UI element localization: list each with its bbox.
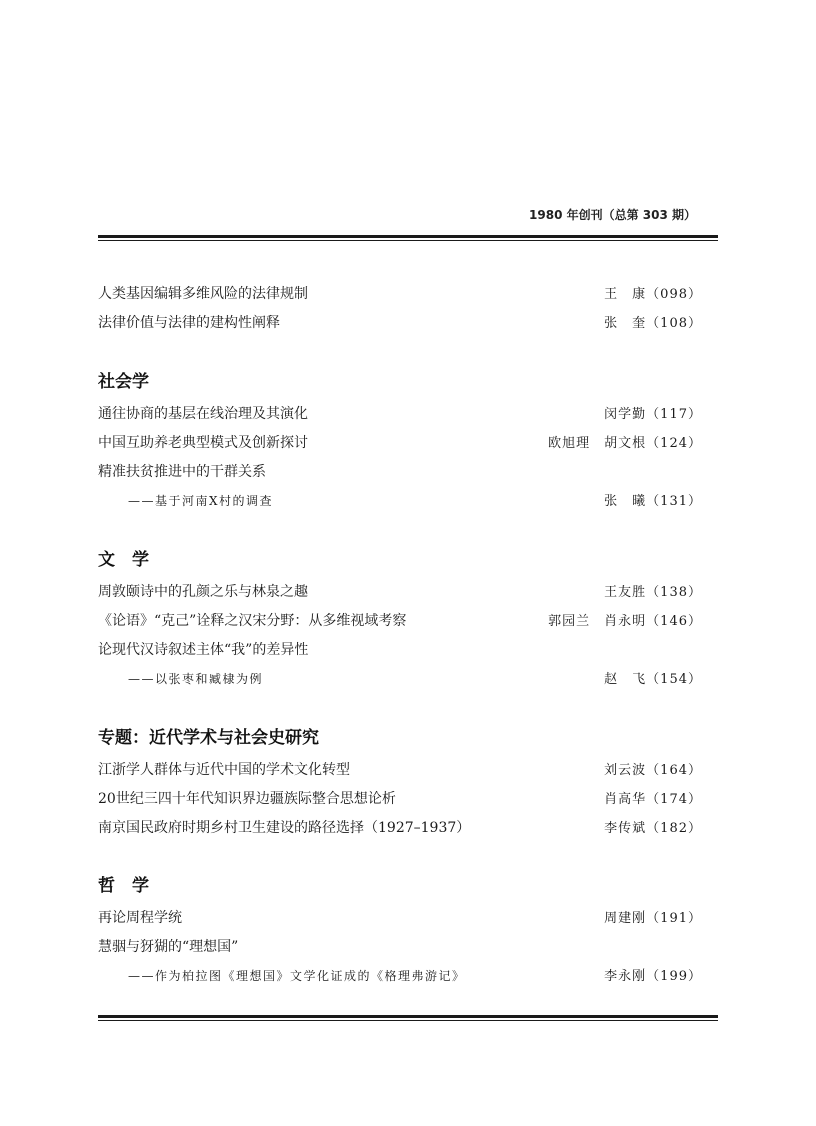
toc-entry: [98, 578, 702, 607]
article-title: 论现代汉诗叙述主体“我”的差异性: [98, 642, 309, 658]
author-page: 闵学勤（117）: [604, 407, 702, 422]
toc-entry: [98, 636, 702, 665]
toc-entry: [98, 400, 702, 429]
article-title: 南京国民政府时期乡村卫生建设的路径选择（1927–1937）: [98, 820, 471, 836]
author-page: 肖高华（174）: [604, 792, 702, 807]
bottom-rule: [98, 1015, 718, 1021]
toc-section: [98, 874, 702, 991]
author-page: 郭园兰 肖永明（146）: [548, 614, 702, 629]
toc-entry: [98, 458, 702, 487]
author-page: 张 奎（108）: [604, 316, 702, 331]
author-page: 张 曦（131）: [604, 494, 702, 509]
article-title: 江浙学人群体与近代中国的学术文化转型: [98, 762, 350, 778]
article-title: 周敦颐诗中的孔颜之乐与林泉之趣: [98, 584, 308, 600]
toc-subtitle-row: [98, 962, 702, 991]
article-title: 精准扶贫推进中的干群关系: [98, 464, 266, 480]
article-title: 通往协商的基层在线治理及其演化: [98, 406, 308, 422]
article-title: 再论周程学统: [98, 910, 182, 926]
toc-entry: [98, 785, 702, 814]
article-subtitle: ——以张枣和臧棣为例: [128, 672, 264, 686]
top-rule: [98, 235, 718, 241]
article-title: 慧骃与犽猢的“理想国”: [98, 939, 239, 955]
section-heading: 专题：近代学术与社会史研究: [98, 728, 319, 748]
article-title: 中国互助养老典型模式及创新探讨: [98, 435, 308, 451]
toc-entry: [98, 429, 702, 458]
toc-section: [98, 370, 702, 516]
section-heading: 社会学: [98, 372, 149, 392]
article-title: 法律价值与法律的建构性阐释: [98, 315, 280, 331]
toc-entry: [98, 756, 702, 785]
article-title: 人类基因编辑多维风险的法律规制: [98, 286, 308, 302]
author-page: 赵 飞（154）: [604, 672, 702, 687]
section-heading: 文 学: [98, 550, 149, 570]
toc-entry: [98, 904, 702, 933]
article-subtitle: ——作为柏拉图《理想国》文学化证成的《格理弗游记》: [128, 969, 466, 983]
toc-entry: [98, 814, 702, 843]
author-page: 李传斌（182）: [604, 821, 702, 836]
toc-section: [98, 548, 702, 694]
toc-entry: [98, 933, 702, 962]
toc-section: [98, 726, 702, 843]
article-subtitle: ——基于河南X村的调查: [128, 494, 274, 508]
article-title: 20世纪三四十年代知识界边疆族际整合思想论析: [98, 791, 396, 807]
article-title: 《论语》“克己”诠释之汉宋分野：从多维视域考察: [98, 613, 407, 629]
toc-subtitle-row: [98, 665, 702, 694]
author-page: 李永刚（199）: [604, 969, 702, 984]
toc-entry: [98, 309, 702, 338]
author-page: 周建刚（191）: [604, 911, 702, 926]
toc-entry: [98, 280, 702, 309]
author-page: 王 康（098）: [604, 287, 702, 302]
toc-subtitle-row: [98, 487, 702, 516]
author-page: 刘云波（164）: [604, 763, 702, 778]
toc-section: [98, 280, 702, 338]
author-page: 欧旭理 胡文根（124）: [548, 436, 702, 451]
toc-entry: [98, 607, 702, 636]
founding-note: 1980 年创刊（总第 303 期）: [529, 208, 696, 222]
author-page: 王友胜（138）: [604, 585, 702, 600]
section-heading: 哲 学: [98, 876, 149, 896]
